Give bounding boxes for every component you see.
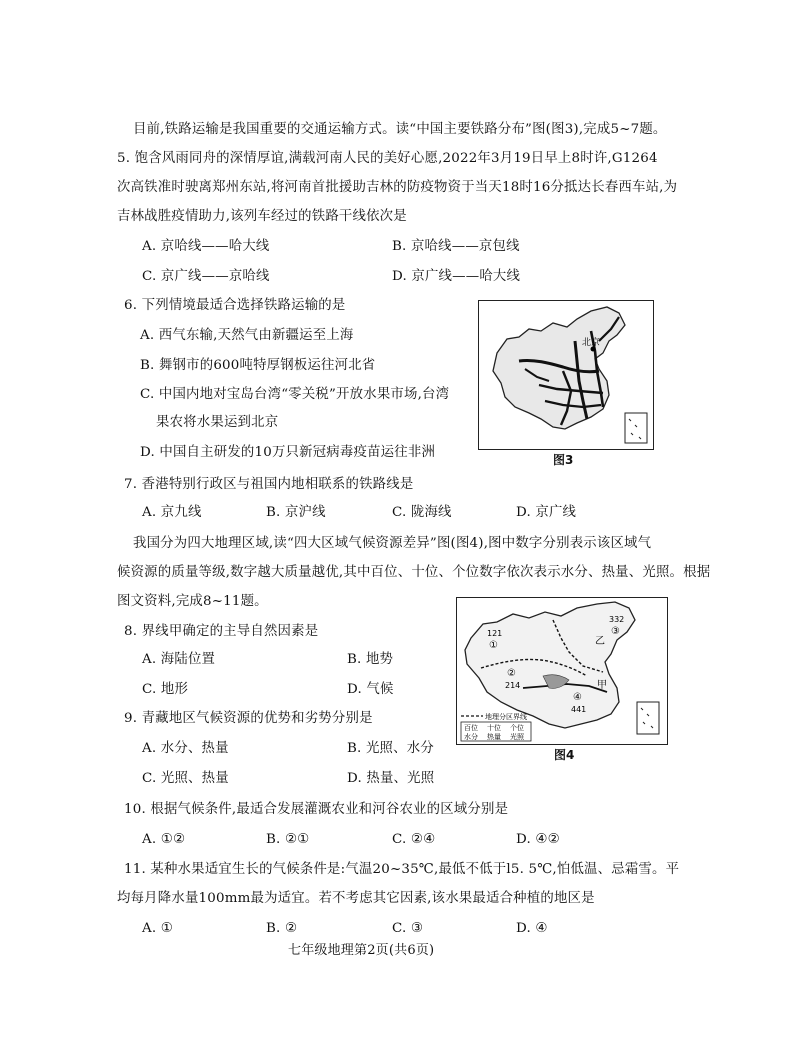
- figure-3-caption: 图3: [553, 453, 574, 467]
- q6-option-d: D. 中国自主研发的10万只新冠病毒疫苗运往非洲: [140, 445, 436, 460]
- q9-option-d: D. 热量、光照: [347, 771, 435, 786]
- q5-option-b: B. 京哈线——京包线: [392, 239, 520, 254]
- legend-water: 水分: [464, 733, 478, 741]
- q8-stem: 8. 界线甲确定的主导自然因素是: [124, 624, 319, 639]
- figure-4-climate-region-map: [456, 597, 668, 745]
- south-china-sea-inset-shape: [637, 702, 659, 734]
- legend-title: 地理分区界线: [485, 713, 527, 721]
- region-1-number: ①: [489, 640, 498, 651]
- q7-option-b: B. 京沪线: [266, 505, 326, 520]
- region-4-value: 441: [571, 705, 587, 714]
- q6-option-c-line2: 果农将水果运到北京: [156, 415, 279, 430]
- figure-3-railway-map: [478, 300, 654, 450]
- q9-stem: 9. 青藏地区气候资源的优势和劣势分别是: [124, 711, 373, 726]
- region-2-value: 214: [505, 681, 521, 690]
- q11-option-b: B. ②: [266, 921, 298, 936]
- q6-option-c-line1: C. 中国内地对宝岛台湾“零关税”开放水果市场,台湾: [140, 387, 450, 402]
- intro-text-1: 目前,铁路运输是我国重要的交通运输方式。读“中国主要铁路分布”图(图3),完成5~7题。: [133, 122, 667, 137]
- page-footer: 七年级地理第2页(共6页): [288, 943, 435, 958]
- q6-option-b: B. 舞钢市的600吨特厚钢板运往河北省: [140, 358, 376, 373]
- q7-option-d: D. 京广线: [516, 505, 577, 520]
- q7-option-a: A. 京九线: [142, 505, 202, 520]
- legend-tens: 十位: [487, 724, 501, 732]
- q5-stem-line1: 5. 饱含风雨同舟的深情厚谊,满载河南人民的美好心愿,2022年3月19日早上8时许,G1264: [117, 151, 658, 166]
- q11-option-c: C. ③: [392, 921, 424, 936]
- q11-stem-line2: 均每月降水量100mm最为适宜。若不考虑其它因素,该水果最适合种植的地区是: [117, 891, 595, 906]
- q8-option-b: B. 地势: [347, 652, 394, 667]
- q11-stem-line1: 11. 某种水果适宜生长的气候条件是:气温20~35℃,最低不低于l5. 5℃,怕低温、忌霜雪。平: [124, 862, 680, 877]
- q8-option-a: A. 海陆位置: [142, 652, 216, 667]
- q5-option-d: D. 京广线——哈大线: [392, 269, 521, 284]
- region-4-number: ④: [573, 692, 582, 703]
- boundary-yi-label: 乙: [595, 636, 605, 647]
- intro-text-2-line3: 图文资料,完成8~11题。: [117, 594, 268, 609]
- q10-option-a: A. ①②: [142, 832, 186, 847]
- q8-option-d: D. 气候: [347, 682, 394, 697]
- region-3-number: ③: [611, 626, 620, 637]
- q5-stem-line3: 吉林战胜疫情助力,该列车经过的铁路干线依次是: [117, 209, 407, 224]
- region-2-number: ②: [507, 668, 516, 679]
- q11-option-a: A. ①: [142, 921, 173, 936]
- legend-light: 光照: [510, 733, 524, 741]
- china-region-map-svg: [457, 598, 667, 744]
- q8-option-c: C. 地形: [142, 682, 189, 697]
- legend-heat: 热量: [487, 733, 501, 741]
- china-outline-shape: [493, 307, 625, 429]
- q10-option-c: C. ②④: [392, 832, 436, 847]
- intro-text-2-line2: 候资源的质量等级,数字越大质量越优,其中百位、十位、个位数字依次表示水分、热量、光照。根据: [117, 565, 711, 580]
- q6-stem: 6. 下列情境最适合选择铁路运输的是: [124, 298, 346, 313]
- region-3-value: 332: [609, 615, 625, 624]
- q5-option-c: C. 京广线——京哈线: [142, 269, 270, 284]
- q7-stem: 7. 香港特别行政区与祖国内地相联系的铁路线是: [124, 477, 414, 492]
- china-railway-map-svg: [479, 301, 653, 449]
- region-1-value: 121: [487, 629, 503, 638]
- q11-option-d: D. ④: [516, 921, 548, 936]
- boundary-jia-label: 甲: [597, 680, 607, 691]
- beijing-label: 北京: [582, 338, 601, 348]
- q10-option-d: D. ④②: [516, 832, 560, 847]
- figure-4-caption: 图4: [554, 748, 575, 762]
- q6-option-a: A. 西气东输,天然气由新疆运至上海: [140, 328, 354, 343]
- legend-ones: 个位: [510, 724, 524, 732]
- q9-option-a: A. 水分、热量: [142, 741, 229, 756]
- q9-option-b: B. 光照、水分: [347, 741, 434, 756]
- q7-option-c: C. 陇海线: [392, 505, 452, 520]
- q5-option-a: A. 京哈线——哈大线: [142, 239, 270, 254]
- q10-stem: 10. 根据气候条件,最适合发展灌溉农业和河谷农业的区域分别是: [124, 802, 509, 817]
- intro-text-2-line1: 我国分为四大地理区域,读“四大区域气候资源差异”图(图4),图中数字分别表示该区域气: [133, 536, 652, 551]
- q10-option-b: B. ②①: [266, 832, 310, 847]
- q5-stem-line2: 次高铁准时驶离郑州东站,将河南首批援助吉林的防疫物资于当天18时16分抵达长春西车站,为: [117, 180, 678, 195]
- south-china-sea-inset-shape: [625, 413, 647, 443]
- q9-option-c: C. 光照、热量: [142, 771, 229, 786]
- legend-hundreds: 百位: [464, 724, 478, 732]
